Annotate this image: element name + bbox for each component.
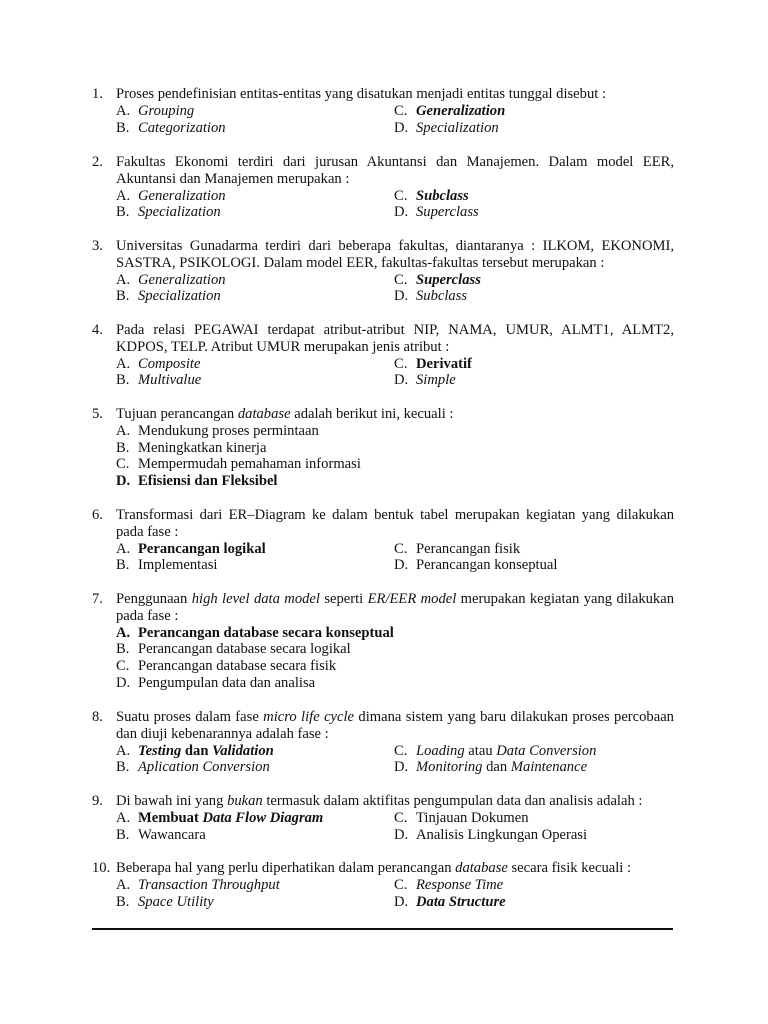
answer-option: [394, 827, 672, 844]
answer-option: [394, 759, 672, 776]
option-letter: A.: [116, 422, 131, 439]
question-number: 4.: [92, 322, 103, 338]
question-text-segment: database: [455, 860, 508, 876]
question-text-segment: Proses pendefinisian entitas-entitas yang disatukan menjadi entitas tunggal disebut :: [116, 86, 607, 102]
question-10: [92, 860, 674, 910]
option-text-segment: Multivalue: [138, 372, 202, 389]
option-text: [138, 120, 226, 137]
question-5: [92, 406, 674, 490]
answer-option: [116, 356, 394, 373]
option-letter: D.: [394, 204, 409, 221]
option-text: [138, 440, 266, 457]
question-1: [92, 86, 674, 136]
option-text-segment: Response Time: [416, 876, 504, 893]
option-text: [138, 625, 394, 642]
question-2: [92, 154, 674, 221]
option-row: [116, 641, 674, 658]
option-text: [416, 188, 469, 205]
option-letter: D.: [394, 119, 409, 136]
option-letter: B.: [116, 759, 130, 776]
answer-option: [394, 894, 672, 911]
answer-options: [116, 743, 674, 777]
question-number: 8.: [92, 709, 103, 725]
question-text-segment: Transformasi dari ER–Diagram ke dalam bentuk tabel merupakan kegiatan yang dilakukan pada fase :: [116, 507, 674, 540]
option-letter: D.: [116, 473, 131, 490]
question-number: 9.: [92, 793, 103, 809]
option-letter: A.: [116, 102, 131, 119]
answer-option: [394, 743, 672, 760]
option-letter: D.: [394, 288, 409, 305]
option-letter: D.: [116, 674, 131, 691]
option-letter: A.: [116, 624, 131, 641]
option-text: [416, 372, 456, 389]
option-text: [138, 423, 319, 440]
question-text: [116, 154, 674, 188]
option-text-segment: atau: [464, 742, 497, 759]
option-text-segment: Testing: [138, 742, 182, 759]
answer-options: [116, 423, 674, 490]
option-text-segment: Generalization: [138, 187, 226, 204]
option-text-segment: Perancangan database secara konseptual: [138, 624, 394, 641]
question-6: [92, 507, 674, 574]
option-text: [416, 288, 467, 305]
answer-option: [116, 456, 394, 473]
option-text-segment: Wawancara: [138, 826, 206, 843]
option-text: [138, 658, 336, 675]
answer-option: [394, 188, 672, 205]
answer-option: [116, 675, 394, 692]
option-text-segment: Specialization: [138, 288, 221, 305]
option-text: [416, 810, 529, 827]
answer-option: [394, 288, 672, 305]
answer-option: [394, 372, 672, 389]
option-text-segment: Derivatif: [416, 355, 472, 372]
answer-option: [394, 356, 672, 373]
option-row: [116, 103, 674, 120]
option-text: [416, 827, 587, 844]
answer-option: [116, 894, 394, 911]
answer-option: [116, 204, 394, 221]
option-text-segment: dan: [181, 742, 213, 759]
option-letter: C.: [394, 742, 408, 759]
answer-option: [116, 288, 394, 305]
option-row: [116, 658, 674, 675]
option-text-segment: Categorization: [138, 119, 226, 136]
option-text: [138, 894, 214, 911]
question-8: [92, 709, 674, 776]
option-text: [138, 372, 201, 389]
answer-option: [116, 759, 394, 776]
option-text-segment: Monitoring: [416, 759, 483, 776]
option-text-segment: Mendukung proses permintaan: [138, 422, 319, 439]
option-letter: B.: [116, 119, 130, 136]
question-number: 7.: [92, 591, 103, 607]
option-text: [138, 810, 323, 827]
option-text-segment: Loading: [416, 742, 465, 759]
answer-option: [116, 641, 394, 658]
option-row: [116, 759, 674, 776]
question-4: [92, 322, 674, 389]
option-letter: A.: [116, 355, 131, 372]
option-text-segment: Perancangan database secara fisik: [138, 658, 337, 675]
option-text-segment: Perancangan konseptual: [416, 557, 558, 574]
option-text-segment: Data Structure: [416, 893, 506, 910]
option-letter: C.: [394, 876, 408, 893]
option-letter: B.: [116, 557, 130, 574]
option-text: [416, 541, 520, 558]
question-text-segment: secara fisik kecuali :: [507, 860, 632, 876]
option-letter: A.: [116, 271, 131, 288]
question-text-segment: ER/EER model: [367, 591, 457, 607]
option-text-segment: Pengumpulan data dan analisa: [138, 674, 316, 691]
option-row: [116, 272, 674, 289]
answer-options: [116, 877, 674, 911]
option-text: [416, 743, 596, 760]
question-7: [92, 591, 674, 692]
answer-option: [116, 423, 394, 440]
answer-option: [116, 810, 394, 827]
option-text: [138, 103, 194, 120]
option-letter: C.: [394, 102, 408, 119]
option-row: [116, 557, 674, 574]
option-text: [138, 356, 200, 373]
question-text-segment: database: [237, 406, 291, 422]
option-row: [116, 810, 674, 827]
option-text-segment: Membuat: [138, 809, 203, 826]
answer-option: [394, 120, 672, 137]
question-text-segment: Tujuan perancangan: [116, 406, 238, 422]
option-row: [116, 440, 674, 457]
answer-options: [116, 810, 674, 844]
option-row: [116, 188, 674, 205]
option-row: [116, 204, 674, 221]
option-text-segment: Superclass: [416, 271, 481, 288]
question-number: 2.: [92, 154, 103, 170]
option-text-segment: Composite: [138, 355, 201, 372]
answer-options: [116, 356, 674, 390]
option-row: [116, 877, 674, 894]
question-text-segment: Penggunaan: [116, 591, 192, 607]
option-text-segment: Implementasi: [138, 557, 218, 574]
question-text-segment: termasuk dalam aktifitas pengumpulan data dan analisis adalah :: [262, 793, 643, 809]
option-text: [138, 541, 266, 558]
option-text-segment: Generalization: [416, 102, 506, 119]
answer-options: [116, 541, 674, 575]
question-text: [116, 86, 674, 103]
option-text-segment: Data Conversion: [496, 742, 597, 759]
option-text-segment: Efisiensi dan Fleksibel: [138, 473, 278, 490]
question-text-segment: Suatu proses dalam fase: [116, 709, 264, 725]
answer-option: [116, 440, 394, 457]
option-row: [116, 473, 674, 490]
bottom-rule: [92, 928, 673, 930]
option-text: [416, 894, 506, 911]
option-letter: B.: [116, 288, 130, 305]
option-letter: C.: [394, 540, 408, 557]
answer-option: [394, 877, 672, 894]
option-letter: B.: [116, 826, 130, 843]
option-text: [416, 204, 479, 221]
option-text-segment: Transaction Throughput: [138, 876, 280, 893]
answer-option: [394, 103, 672, 120]
option-text: [416, 557, 557, 574]
option-row: [116, 894, 674, 911]
question-text: [116, 238, 674, 272]
question-text-segment: micro life cycle: [263, 709, 355, 725]
option-row: [116, 675, 674, 692]
option-text-segment: Aplication Conversion: [138, 759, 270, 776]
option-letter: B.: [116, 372, 130, 389]
option-text-segment: Validation: [212, 742, 274, 759]
option-letter: A.: [116, 742, 131, 759]
option-text-segment: Mempermudah pemahaman informasi: [138, 456, 361, 473]
option-text: [138, 288, 221, 305]
option-row: [116, 120, 674, 137]
option-letter: C.: [116, 658, 130, 675]
option-text: [416, 877, 503, 894]
option-text: [416, 103, 505, 120]
option-text: [416, 759, 587, 776]
option-letter: C.: [394, 271, 408, 288]
option-letter: B.: [116, 204, 130, 221]
answer-option: [116, 827, 394, 844]
option-letter: A.: [116, 876, 131, 893]
option-text-segment: Analisis Lingkungan Operasi: [416, 826, 588, 843]
option-text-segment: Specialization: [416, 119, 499, 136]
option-text: [138, 557, 217, 574]
option-letter: B.: [116, 641, 130, 658]
question-text-segment: Universitas Gunadarma terdiri dari beberapa fakultas, diantaranya : ILKOM, EKONOMI, SASTRA, PSIKOLOGI. Dalam model EER, fakultas-fakultas tersebut merupakan :: [116, 238, 674, 271]
answer-option: [116, 103, 394, 120]
question-text: [116, 507, 674, 541]
answer-option: [116, 272, 394, 289]
option-text-segment: Specialization: [138, 204, 221, 221]
option-text: [416, 356, 472, 373]
option-text-segment: Superclass: [416, 204, 479, 221]
option-letter: B.: [116, 893, 130, 910]
option-text: [138, 743, 274, 760]
question-number: 1.: [92, 86, 103, 102]
answer-options: [116, 272, 674, 306]
question-number: 5.: [92, 406, 103, 422]
option-text-segment: Tinjauan Dokumen: [416, 809, 529, 826]
option-text: [138, 188, 226, 205]
option-letter: A.: [116, 809, 131, 826]
question-text-segment: dimana sistem yang baru dilakukan proses percobaan dan diuji kebenarannya adalah fase :: [116, 709, 674, 742]
option-letter: A.: [116, 540, 131, 557]
question-text: [116, 709, 674, 743]
option-letter: C.: [116, 456, 130, 473]
option-text-segment: Data Flow Diagram: [202, 809, 324, 826]
option-letter: C.: [394, 187, 408, 204]
answer-option: [116, 120, 394, 137]
option-text: [138, 675, 315, 692]
option-text: [138, 827, 206, 844]
option-row: [116, 456, 674, 473]
option-text-segment: Subclass: [416, 288, 468, 305]
answer-options: [116, 188, 674, 222]
option-letter: D.: [394, 557, 409, 574]
option-row: [116, 743, 674, 760]
option-text: [138, 877, 280, 894]
question-text-segment: Fakultas Ekonomi terdiri dari jurusan Akuntansi dan Manajemen. Dalam model EER, Akuntansi dan Manajemen merupakan :: [116, 154, 674, 187]
option-text-segment: Simple: [416, 372, 456, 389]
question-text: [116, 793, 674, 810]
option-text: [138, 456, 361, 473]
option-text-segment: Perancangan database secara logikal: [138, 641, 351, 658]
answer-option: [116, 372, 394, 389]
question-number: 6.: [92, 507, 103, 523]
option-row: [116, 827, 674, 844]
answer-option: [116, 877, 394, 894]
option-text: [416, 272, 481, 289]
option-letter: D.: [394, 372, 409, 389]
option-text: [138, 473, 277, 490]
answer-option: [394, 557, 672, 574]
question-text-segment: seperti: [319, 591, 368, 607]
question-text-segment: Beberapa hal yang perlu diperhatikan dalam perancangan: [116, 860, 456, 876]
option-row: [116, 625, 674, 642]
option-letter: B.: [116, 439, 130, 456]
option-text: [416, 120, 499, 137]
option-text-segment: Generalization: [138, 271, 226, 288]
question-number: 3.: [92, 238, 103, 254]
option-text-segment: Space Utility: [138, 893, 214, 910]
question-text-segment: Di bawah ini yang: [116, 793, 228, 809]
answer-option: [116, 557, 394, 574]
option-row: [116, 356, 674, 373]
question-text: [116, 406, 674, 423]
answer-option: [116, 625, 394, 642]
option-row: [116, 541, 674, 558]
question-text: [116, 860, 674, 877]
option-text: [138, 204, 221, 221]
option-text-segment: dan: [482, 759, 511, 776]
option-row: [116, 288, 674, 305]
answer-option: [116, 541, 394, 558]
option-letter: D.: [394, 826, 409, 843]
question-text: [116, 322, 674, 356]
option-letter: C.: [394, 809, 408, 826]
option-letter: D.: [394, 759, 409, 776]
option-text-segment: Grouping: [138, 102, 195, 119]
answer-option: [116, 658, 394, 675]
question-text: [116, 591, 674, 625]
option-row: [116, 372, 674, 389]
answer-option: [394, 204, 672, 221]
answer-option: [116, 188, 394, 205]
answer-options: [116, 103, 674, 137]
option-letter: A.: [116, 187, 131, 204]
answer-options: [116, 625, 674, 692]
option-text: [138, 759, 270, 776]
answer-option: [394, 541, 672, 558]
answer-option: [394, 810, 672, 827]
answer-option: [116, 743, 394, 760]
question-9: [92, 793, 674, 843]
answer-option: [116, 473, 394, 490]
option-text-segment: Maintenance: [510, 759, 588, 776]
question-text-segment: Pada relasi PEGAWAI terdapat atribut-atribut NIP, NAMA, UMUR, ALMT1, ALMT2, KDPOS, TELP. Atribut UMUR merupakan jenis atribut :: [116, 322, 674, 355]
option-text-segment: Perancangan logikal: [138, 540, 266, 557]
option-text: [138, 272, 226, 289]
question-text-segment: merupakan kegiatan yang dilakukan pada fase :: [116, 591, 674, 624]
question-text-segment: bukan: [227, 793, 263, 809]
question-text-segment: adalah berikut ini, kecuali :: [290, 406, 454, 422]
question-number: 10.: [92, 860, 111, 876]
option-text-segment: Subclass: [416, 187, 469, 204]
option-letter: C.: [394, 355, 408, 372]
option-text-segment: Perancangan fisik: [416, 540, 521, 557]
option-text-segment: Meningkatkan kinerja: [138, 439, 267, 456]
question-text-segment: high level data model: [191, 591, 320, 607]
answer-option: [394, 272, 672, 289]
option-text: [138, 641, 351, 658]
option-row: [116, 423, 674, 440]
question-3: [92, 238, 674, 305]
option-letter: D.: [394, 893, 409, 910]
